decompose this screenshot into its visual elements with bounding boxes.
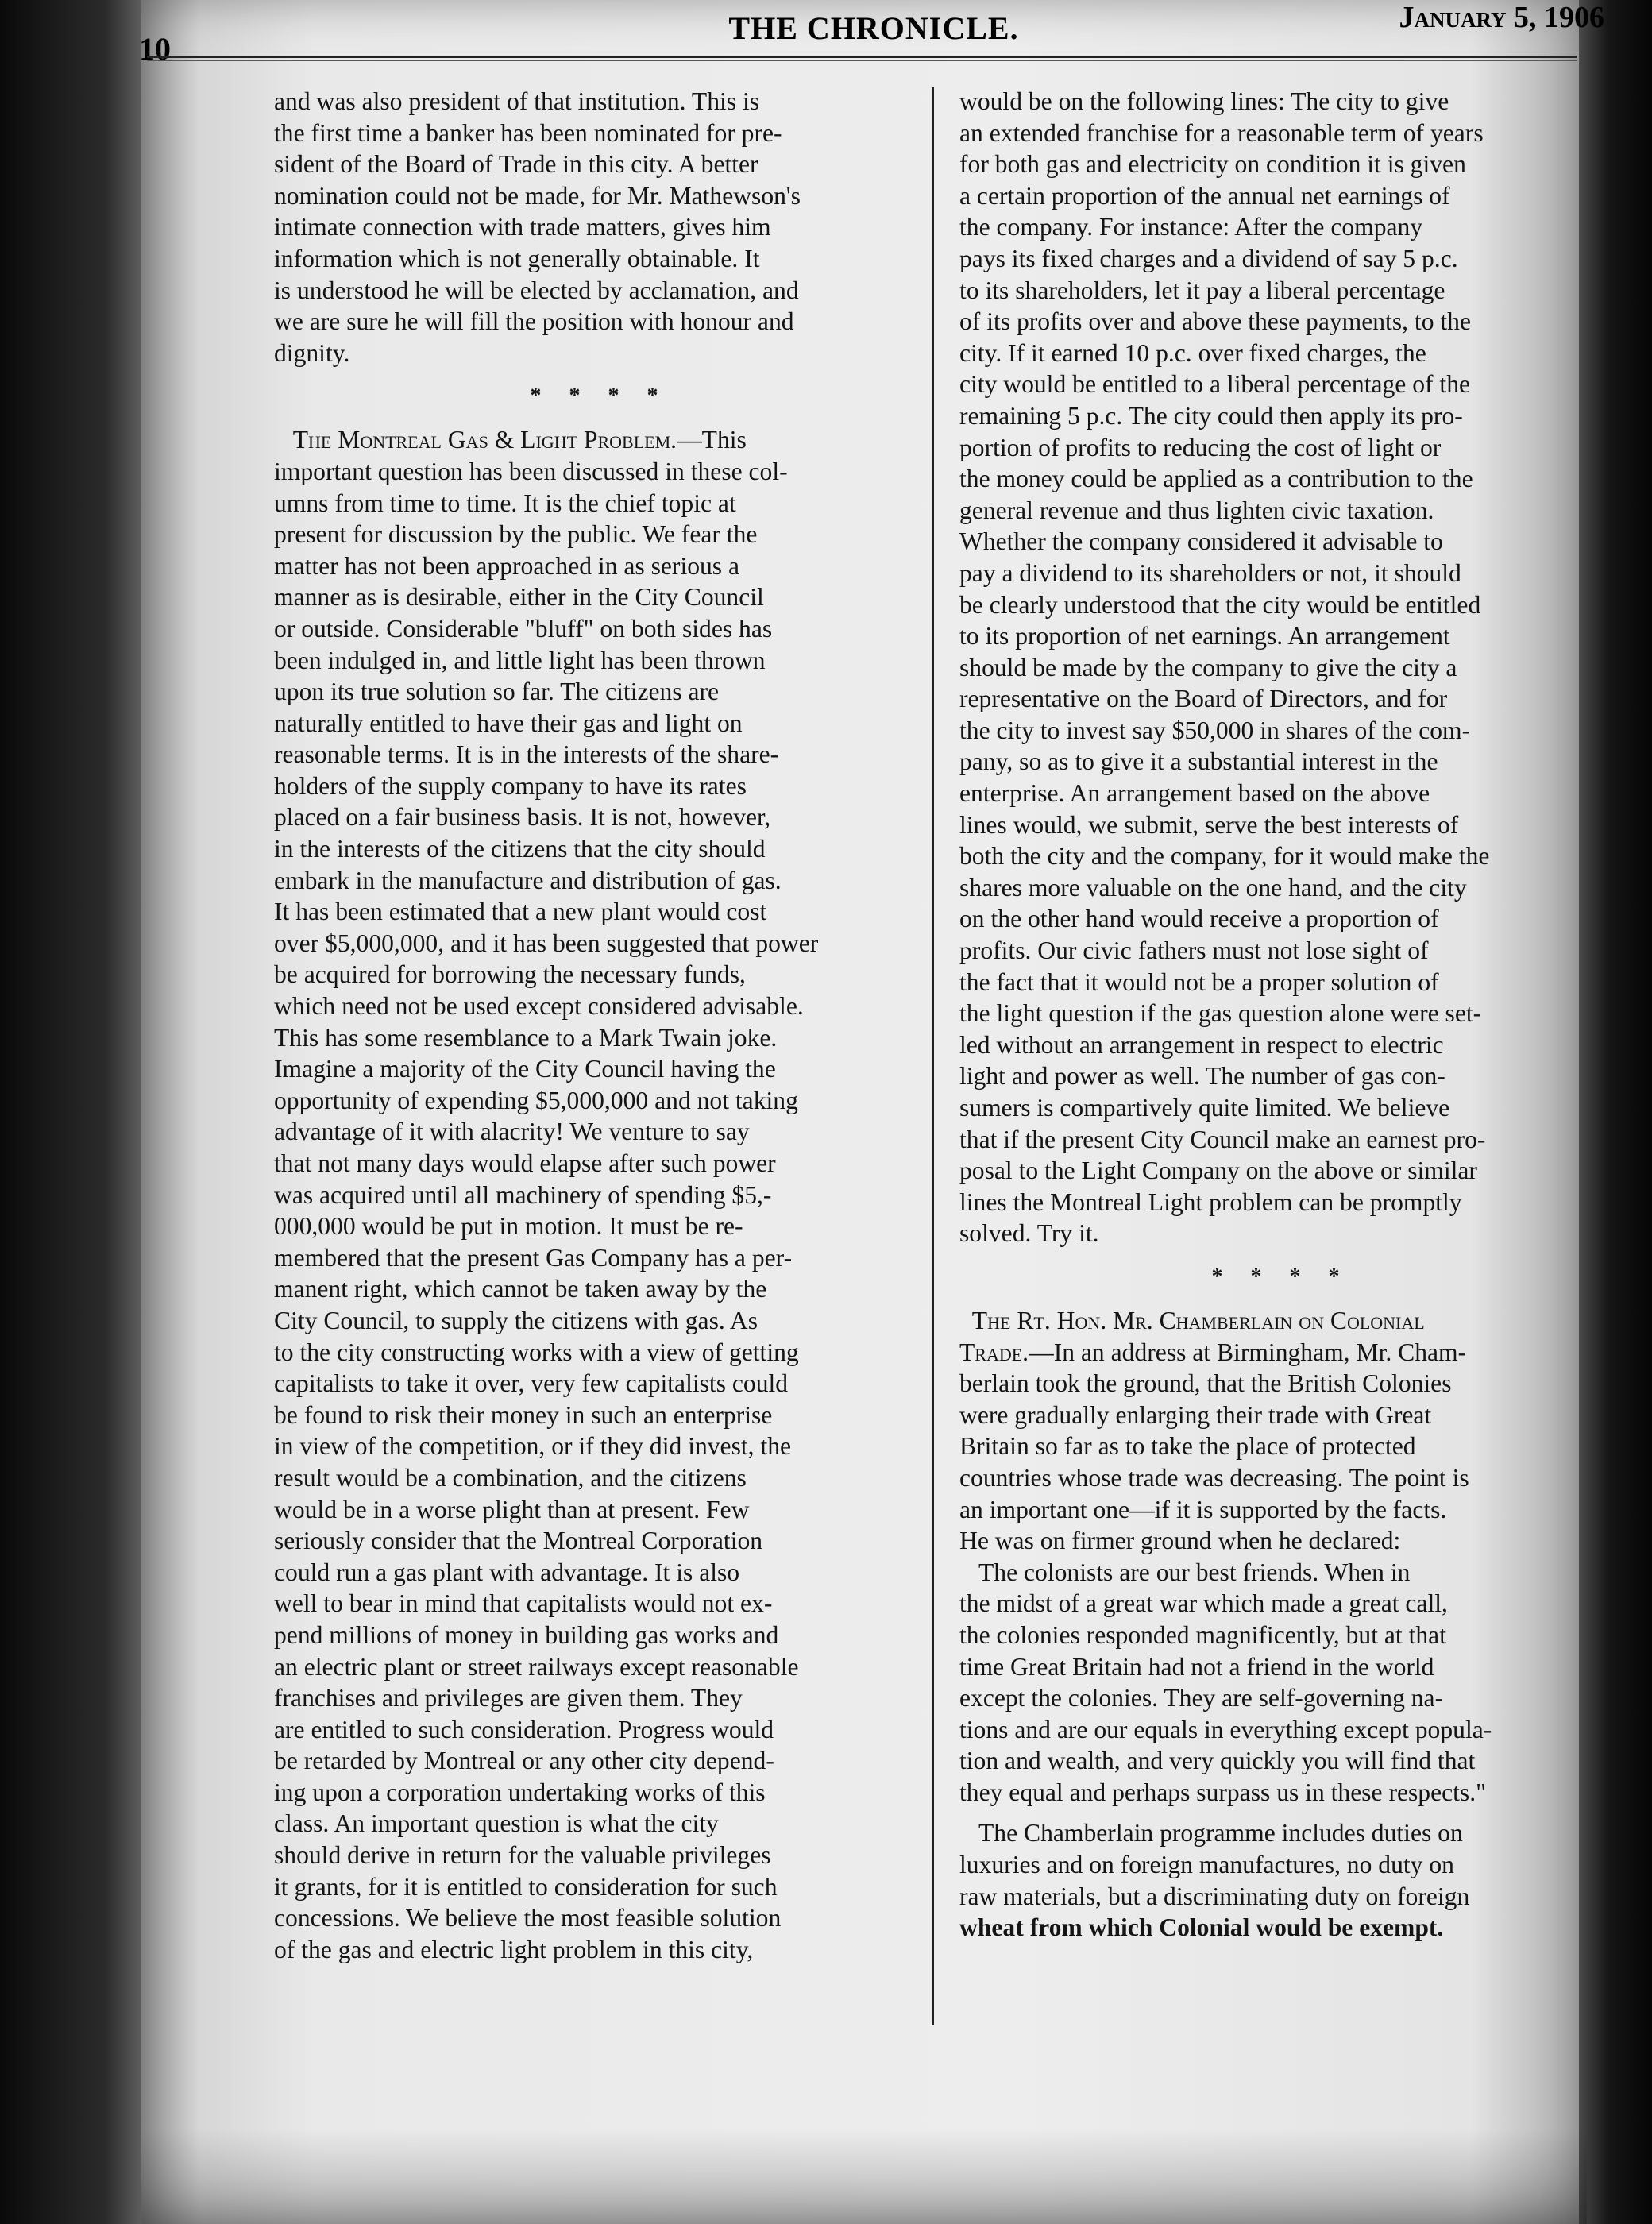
article-heading-dash: —This (677, 426, 747, 454)
text-line: or outside. Considerable "bluff" on both sides has (274, 614, 773, 643)
text-line: upon its true solution so far. The citizens are (274, 678, 720, 706)
quote-line: tions and are our equals in everything except popula- (959, 1715, 1492, 1743)
section-separator-stars-2: * * * * (1211, 1264, 1351, 1289)
text-line: an electric plant or street railways except reasonable (274, 1652, 799, 1681)
text-line: the light question if the gas question alone were set- (959, 999, 1482, 1028)
text-line: sident of the Board of Trade in this city. A better (274, 150, 758, 179)
text-line: result would be a combination, and the citizens (274, 1463, 747, 1492)
text-line: would be on the following lines: The city to give (959, 87, 1449, 115)
text-line: in the interests of the citizens that the city should (274, 835, 766, 863)
text-line: should derive in return for the valuable privileges (274, 1841, 771, 1870)
right-column (959, 86, 1603, 1944)
text-line: of the gas and electric light problem in this city, (274, 1935, 754, 1963)
text-line: the city to invest say $50,000 in shares of the com- (959, 716, 1471, 744)
text-line: of its profits over and above these payments, to the (959, 307, 1472, 336)
article-heading: The Montreal Gas & Light Problem. (292, 426, 677, 454)
text-line: and was also president of that institution. This is (274, 87, 760, 115)
publication-title: THE CHRONICLE. (728, 10, 1019, 46)
text-line: naturally entitled to have their gas and light on (274, 709, 743, 737)
text-line: membered that the present Gas Company has a per- (274, 1243, 793, 1272)
text-line: city. If it earned 10 p.c. over fixed charges, the (959, 338, 1426, 367)
text-line: be clearly understood that the city would be entitled (959, 590, 1481, 619)
chamberlain-programme-paragraph (959, 1817, 1603, 1943)
article2-heading-line1 (959, 1305, 1603, 1337)
text-line: pay a dividend to its shareholders or not, it should (959, 558, 1461, 587)
gas-light-article-body (274, 456, 925, 1966)
text-line: Imagine a majority of the City Council having the (274, 1055, 776, 1083)
text-line: dignity. (274, 338, 350, 367)
article-heading-line (274, 424, 925, 456)
text-line: important question has been discussed in these col- (274, 457, 788, 485)
text-line: Whether the company considered it advisable to (959, 527, 1443, 556)
text-line: it grants, for it is entitled to consideration for such (274, 1872, 778, 1901)
text-line: led without an arrangement in respect to electric (959, 1030, 1444, 1059)
article2-heading-part1: The Rt. Hon. Mr. Chamberlain on Colonial (971, 1306, 1425, 1334)
text-line: ing upon a corporation undertaking works of this (274, 1778, 766, 1806)
text-line: we are sure he will fill the position with honour and (274, 307, 794, 336)
text-line: umns from time to time. It is the chief topic at (274, 488, 736, 517)
text-line: pend millions of money in building gas works and (274, 1620, 779, 1649)
text-line: 000,000 would be put in motion. It must be re- (274, 1212, 743, 1241)
text-line: advantage of it with alacrity! We venture to say (274, 1118, 750, 1146)
text-line: be found to risk their money in such an enterprise (274, 1400, 773, 1429)
text-line: remaining 5 p.c. The city could then apply its pro- (959, 401, 1463, 430)
text-line: to its proportion of net earnings. An arrangement (959, 622, 1450, 651)
chamberlain-article-body (959, 1368, 1603, 1557)
text-line: that if the present City Council make an earnest pro- (959, 1125, 1486, 1153)
text-line: shares more valuable on the one hand, and the city (959, 873, 1467, 902)
section-separator-stars: * * * * (530, 384, 670, 409)
text-line: It has been estimated that a new plant would cost (274, 898, 767, 926)
left-column (274, 86, 925, 1965)
text-line: been indulged in, and little light has been thrown (274, 646, 766, 674)
text-line: manner as is desirable, either in the City Council (274, 583, 764, 612)
text-line: holders of the supply company to have its rates (274, 771, 747, 800)
text-line: well to bear in mind that capitalists would not ex- (274, 1589, 773, 1618)
page-number: 10 (139, 31, 171, 67)
text-line: franchises and privileges are given them. They (274, 1684, 743, 1712)
text-line: that not many days would elapse after such power (274, 1149, 776, 1177)
text-line: nomination could not be made, for Mr. Mathewson's (274, 181, 801, 210)
text-line: the first time a banker has been nominated for pre- (274, 118, 782, 147)
quote-line: except the colonies. They are self-governing na- (959, 1684, 1444, 1712)
text-line: were gradually enlarging their trade with Great (959, 1400, 1432, 1429)
text-line: would be in a worse plight than at present. Few (274, 1495, 750, 1523)
text-line: He was on firmer ground when he declared: (959, 1527, 1401, 1555)
left-intro-paragraph (274, 86, 925, 369)
text-line: manent right, which cannot be taken away by the (274, 1275, 767, 1303)
text-line: should be made by the company to give the city a (959, 653, 1457, 681)
text-line: lines would, we submit, serve the best interests of (959, 810, 1459, 839)
text-line: information which is not generally obtainable. It (274, 244, 760, 272)
text-line: the money could be applied as a contribution to the (959, 465, 1473, 493)
quote-line: the midst of a great war which made a great call, (959, 1589, 1448, 1618)
quote-line: they equal and perhaps surpass us in these respects." (959, 1778, 1487, 1806)
text-line: sumers is compartively quite limited. We believe (959, 1094, 1450, 1122)
article2-heading-line2 (959, 1337, 1603, 1369)
text-line: reasonable terms. It is in the interests of the share- (274, 740, 779, 769)
text-line: placed on a fair business basis. It is not, however, (274, 803, 771, 832)
text-line: for both gas and electricity on condition it is given (959, 150, 1466, 179)
text-line: an important one—if it is supported by the facts. (959, 1495, 1447, 1523)
text-line: raw materials, but a discriminating duty on foreign (959, 1882, 1470, 1910)
text-line: over $5,000,000, and it has been suggested that power (274, 929, 819, 957)
text-line: present for discussion by the public. We fear the (274, 520, 758, 549)
text-line: class. An important question is what the city (274, 1809, 719, 1838)
text-line: profits. Our civic fathers must not lose sight of (959, 936, 1429, 965)
text-line: pays its fixed charges and a dividend of say 5 p.c. (959, 244, 1458, 272)
text-line: City Council, to supply the citizens with gas. As (274, 1306, 758, 1334)
text-line: lines the Montreal Light problem can be promptly (959, 1187, 1462, 1216)
text-line: to its shareholders, let it pay a liberal percentage (959, 276, 1446, 304)
quote-line: tion and wealth, and very quickly you will find that (959, 1747, 1476, 1775)
text-line: pany, so as to give it a substantial interest in the (959, 747, 1438, 776)
text-line: an extended franchise for a reasonable term of years (959, 118, 1484, 147)
text-line: on the other hand would receive a proportion of (959, 905, 1439, 933)
column-divider (932, 87, 934, 2025)
text-line: intimate connection with trade matters, gives him (274, 213, 771, 241)
chamberlain-quote (959, 1557, 1603, 1809)
text-line: in view of the competition, or if they did invest, the (274, 1432, 792, 1461)
text-line: embark in the manufacture and distribution of gas. (274, 866, 782, 894)
text-line: The Chamberlain programme includes duties on (978, 1819, 1463, 1848)
text-line: are entitled to such consideration. Progress would (274, 1715, 774, 1743)
text-line: the company. For instance: After the company (959, 213, 1423, 241)
text-line: wheat from which Colonial would be exempt. (959, 1913, 1444, 1942)
right-continued-paragraph (959, 86, 1603, 1249)
text-line: which need not be used except considered advisable. (274, 992, 804, 1021)
text-line: enterprise. An arrangement based on the above (959, 779, 1430, 808)
text-line: berlain took the ground, that the British Colonies (959, 1369, 1452, 1398)
text-line: light and power as well. The number of gas con- (959, 1062, 1446, 1091)
text-line: was acquired until all machinery of spending $5,- (274, 1180, 772, 1209)
quote-line: time Great Britain had not a friend in the world (959, 1652, 1434, 1681)
text-line: capitalists to take it over, very few capitalists could (274, 1369, 789, 1398)
text-line: seriously consider that the Montreal Corporation (274, 1527, 763, 1555)
text-line: countries whose trade was decreasing. The point is (959, 1463, 1469, 1492)
text-line: matter has not been approached in as serious a (274, 551, 740, 580)
text-line: the fact that it would not be a proper solution of (959, 967, 1439, 996)
quote-line: the colonies responded magnificently, but at that (959, 1620, 1446, 1649)
text-line: Britain so far as to take the place of protected (959, 1432, 1416, 1461)
text-line: This has some resemblance to a Mark Twain joke. (274, 1023, 778, 1052)
text-line: a certain proportion of the annual net earnings of (959, 181, 1450, 210)
page-bottom-shadow (141, 2129, 1587, 2224)
text-line: be retarded by Montreal or any other city depend- (274, 1747, 774, 1775)
text-line: concessions. We believe the most feasible solution (274, 1904, 782, 1932)
text-line: solved. Try it. (959, 1219, 1099, 1248)
text-line: portion of profits to reducing the cost of light or (959, 433, 1442, 461)
quote-line: The colonists are our best friends. When in (978, 1558, 1411, 1586)
text-line: to the city constructing works with a view of getting (274, 1338, 799, 1366)
text-line: luxuries and on foreign manufactures, no duty on (959, 1851, 1454, 1879)
text-line: is understood he will be elected by acclamation, and (274, 276, 799, 304)
text-line: representative on the Board of Directors, and for (959, 685, 1448, 713)
issue-date: January 5, 1906 (1399, 1, 1604, 34)
text-line: both the city and the company, for it would make the (959, 842, 1490, 871)
text-line: opportunity of expending $5,000,000 and not taking (274, 1086, 798, 1114)
article2-first-line: —In an address at Birmingham, Mr. Cham- (1029, 1338, 1467, 1366)
text-line: general revenue and thus lighten civic taxation. (959, 496, 1434, 524)
text-line: posal to the Light Company on the above or similar (959, 1156, 1477, 1185)
text-line: city would be entitled to a liberal percentage of the (959, 370, 1471, 399)
header-rule (147, 56, 1577, 61)
text-line: be acquired for borrowing the necessary funds, (274, 960, 746, 989)
text-line: could run a gas plant with advantage. It is also (274, 1558, 740, 1586)
article2-heading-part2: Trade. (959, 1338, 1029, 1366)
scan-border-left (0, 0, 151, 2224)
